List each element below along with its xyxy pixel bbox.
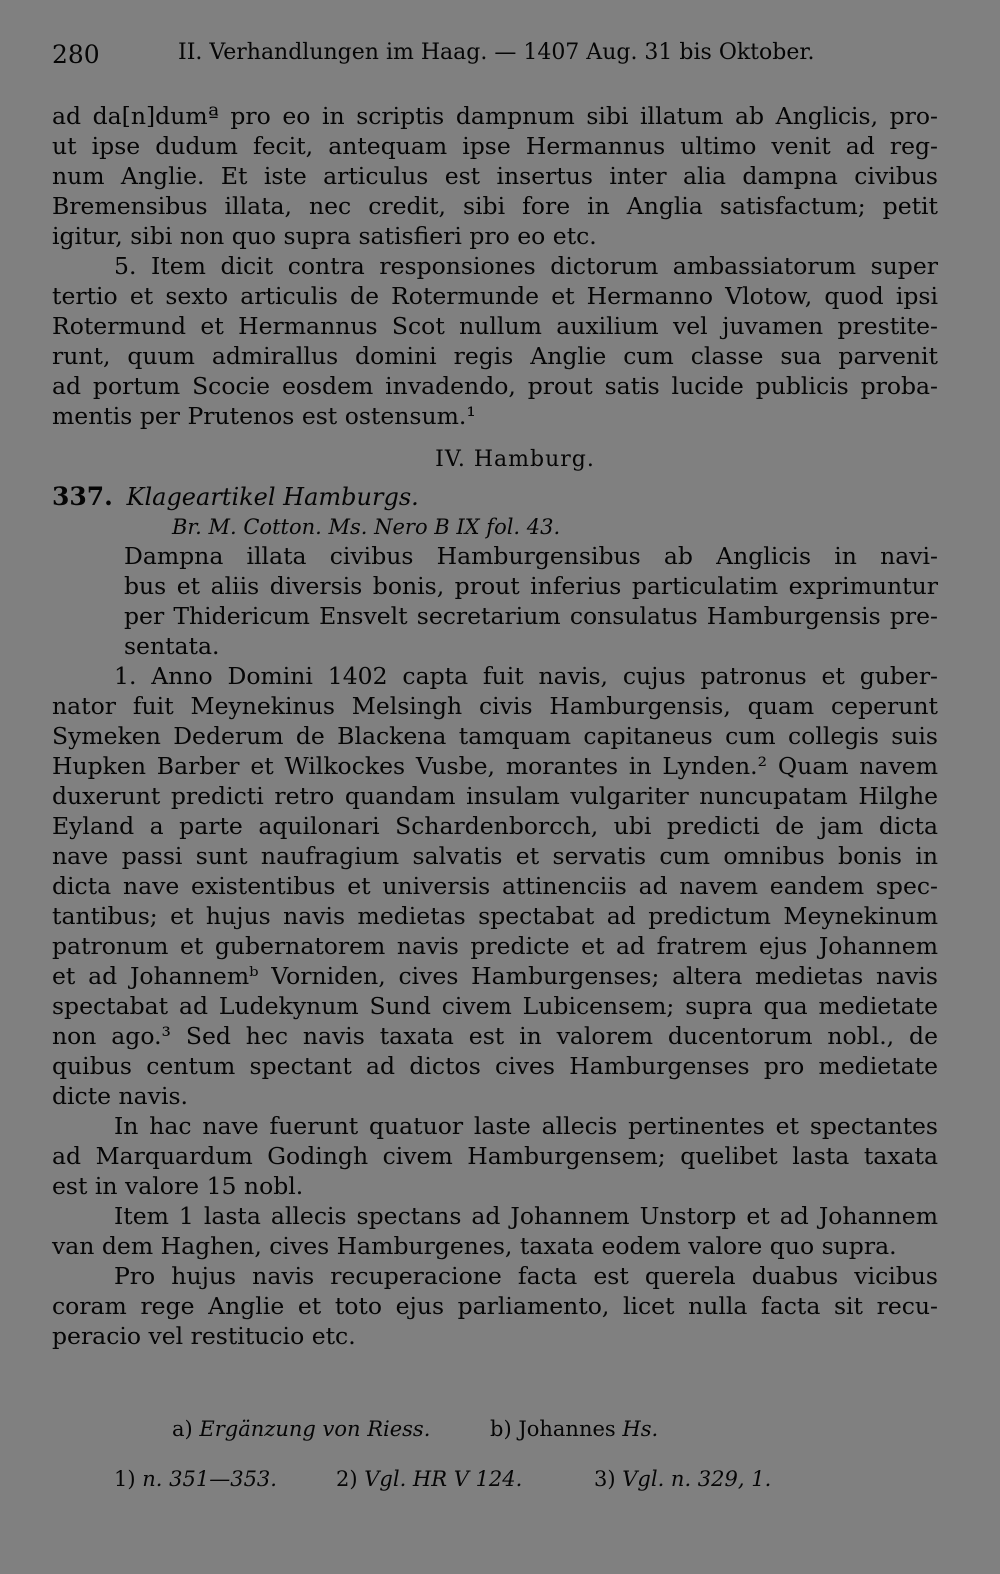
text-line: bus et aliis diversis bonis, prout inferius particulatim exprimuntur (124, 572, 938, 600)
text-line: nave passi sunt naufragium salvatis et servatis cum omnibus bonis in (52, 842, 938, 870)
text-line: ut ipse dudum fecit, antequam ipse Hermannus ultimo venit ad reg- (52, 132, 938, 160)
text-line: peracio vel restitucio etc. (52, 1322, 356, 1350)
source-reference: Br. M. Cotton. Ms. Nero B IX fol. 43. (172, 515, 561, 539)
text-line: duxerunt predicti retro quandam insulam vulgariter nuncupatam Hilghe (52, 782, 938, 810)
page-number: 280 (52, 40, 100, 69)
text-line: Pro hujus navis recuperacione facta est querela duabus vicibus (114, 1262, 938, 1290)
paragraph-continuation (52, 101, 938, 251)
paragraph-recovery (52, 1261, 938, 1351)
entry-heading (52, 481, 938, 513)
paragraph-item-lasta (52, 1201, 938, 1261)
text-line: per Thidericum Ensvelt secretarium consulatus Hamburgensis pre- (124, 602, 938, 630)
text-line: van dem Haghen, cives Hamburgenes, taxata eodem valore quo supra. (52, 1232, 897, 1260)
footnote-1: 1) n. 351—353. (114, 1467, 277, 1491)
paragraph-herring-lasts (52, 1111, 938, 1201)
entry-title: Klageartikel Hamburgs. (126, 483, 419, 511)
text-line: tertio et sexto articulis de Rotermunde et Hermanno Vlotow, quod ipsi (52, 282, 938, 310)
commentary-notes (52, 1467, 938, 1497)
text-line: mentis per Prutenos est ostensum.¹ (52, 402, 476, 430)
text-line: est in valore 15 nobl. (52, 1172, 304, 1200)
running-header (52, 36, 952, 76)
text-line: et ad Johannemᵇ Vorniden, cives Hamburgenses; altera medietas navis (52, 962, 938, 990)
paragraph-article-5 (52, 251, 938, 431)
text-line: 5. Item dicit contra responsiones dictorum ambassiatorum super (114, 252, 938, 280)
text-line: In hac nave fuerunt quatuor laste allecis pertinentes et spectantes (114, 1112, 938, 1140)
text-line: Hupken Barber et Wilkockes Vusbe, morantes in Lynden.² Quam navem (52, 752, 938, 780)
footnote-a: a) Ergänzung von Riess. (172, 1417, 431, 1441)
text-line: Dampna illata civibus Hamburgensibus ab Anglicis in navi- (124, 542, 938, 570)
footnotes (52, 1417, 938, 1497)
text-line: non ago.³ Sed hec navis taxata est in valorem ducentorum nobl., de (52, 1022, 938, 1050)
section-heading: IV. Hamburg. (435, 447, 595, 472)
text-line: Symeken Dederum de Blackena tamquam capitaneus cum collegis suis (52, 722, 938, 750)
text-line: sentata. (124, 632, 220, 660)
textual-notes (52, 1417, 938, 1447)
footnote-2: 2) Vgl. HR V 124. (336, 1467, 523, 1491)
text-line: num Anglie. Et iste articulus est insertus inter alia dampna civibus (52, 162, 938, 190)
text-line: Eyland a parte aquilonari Schardenborcch, ubi predicti de jam dicta (52, 812, 938, 840)
text-line: 1. Anno Domini 1402 capta fuit navis, cujus patronus et guber- (114, 662, 938, 690)
entry-number: 337. (52, 482, 113, 511)
text-line: quibus centum spectant ad dictos cives Hamburgenses pro medietate (52, 1052, 938, 1080)
text-line: coram rege Anglie et toto ejus parliamento, licet nulla facta sit recu- (52, 1292, 938, 1320)
text-line: tantibus; et hujus navis medietas spectabat ad predictum Meynekinum (52, 902, 938, 930)
paragraph-article-1 (52, 661, 938, 1111)
text-line: Item 1 lasta allecis spectans ad Johannem Unstorp et ad Johannem (114, 1202, 938, 1230)
text-line: Bremensibus illata, nec credit, sibi fore in Anglia satisfactum; petit (52, 192, 938, 220)
text-line: ad Marquardum Godingh civem Hamburgensem; quelibet lasta taxata (52, 1142, 938, 1170)
running-title: II. Verhandlungen im Haag. — 1407 Aug. 31 bis Oktober. (178, 40, 815, 65)
text-line: dicta nave existentibus et universis attinenciis ad navem eandem spec- (52, 872, 938, 900)
text-line: ad portum Scocie eosdem invadendo, prout satis lucide publicis proba- (52, 372, 938, 400)
text-line: dicte navis. (52, 1082, 189, 1110)
main-text (52, 101, 938, 1351)
footnote-b: b) Johannes Hs. (490, 1417, 659, 1441)
text-line: ad da[n]dumª pro eo in scriptis dampnum sibi illatum ab Anglicis, pro- (52, 102, 938, 130)
text-line: patronum et gubernatorem navis predicte et ad fratrem ejus Johannem (52, 932, 938, 960)
entry-summary (52, 541, 938, 661)
footnote-3: 3) Vgl. n. 329, 1. (594, 1467, 772, 1491)
text-line: runt, quum admirallus domini regis Anglie cum classe sua parvenit (52, 342, 938, 370)
text-line: nator fuit Meynekinus Melsingh civis Hamburgensis, quam ceperunt (52, 692, 938, 720)
text-line: spectabat ad Ludekynum Sund civem Lubicensem; supra qua medietate (52, 992, 938, 1020)
text-line: igitur, sibi non quo supra satisfieri pro eo etc. (52, 222, 597, 250)
text-line: Rotermund et Hermannus Scot nullum auxilium vel juvamen prestite- (52, 312, 938, 340)
